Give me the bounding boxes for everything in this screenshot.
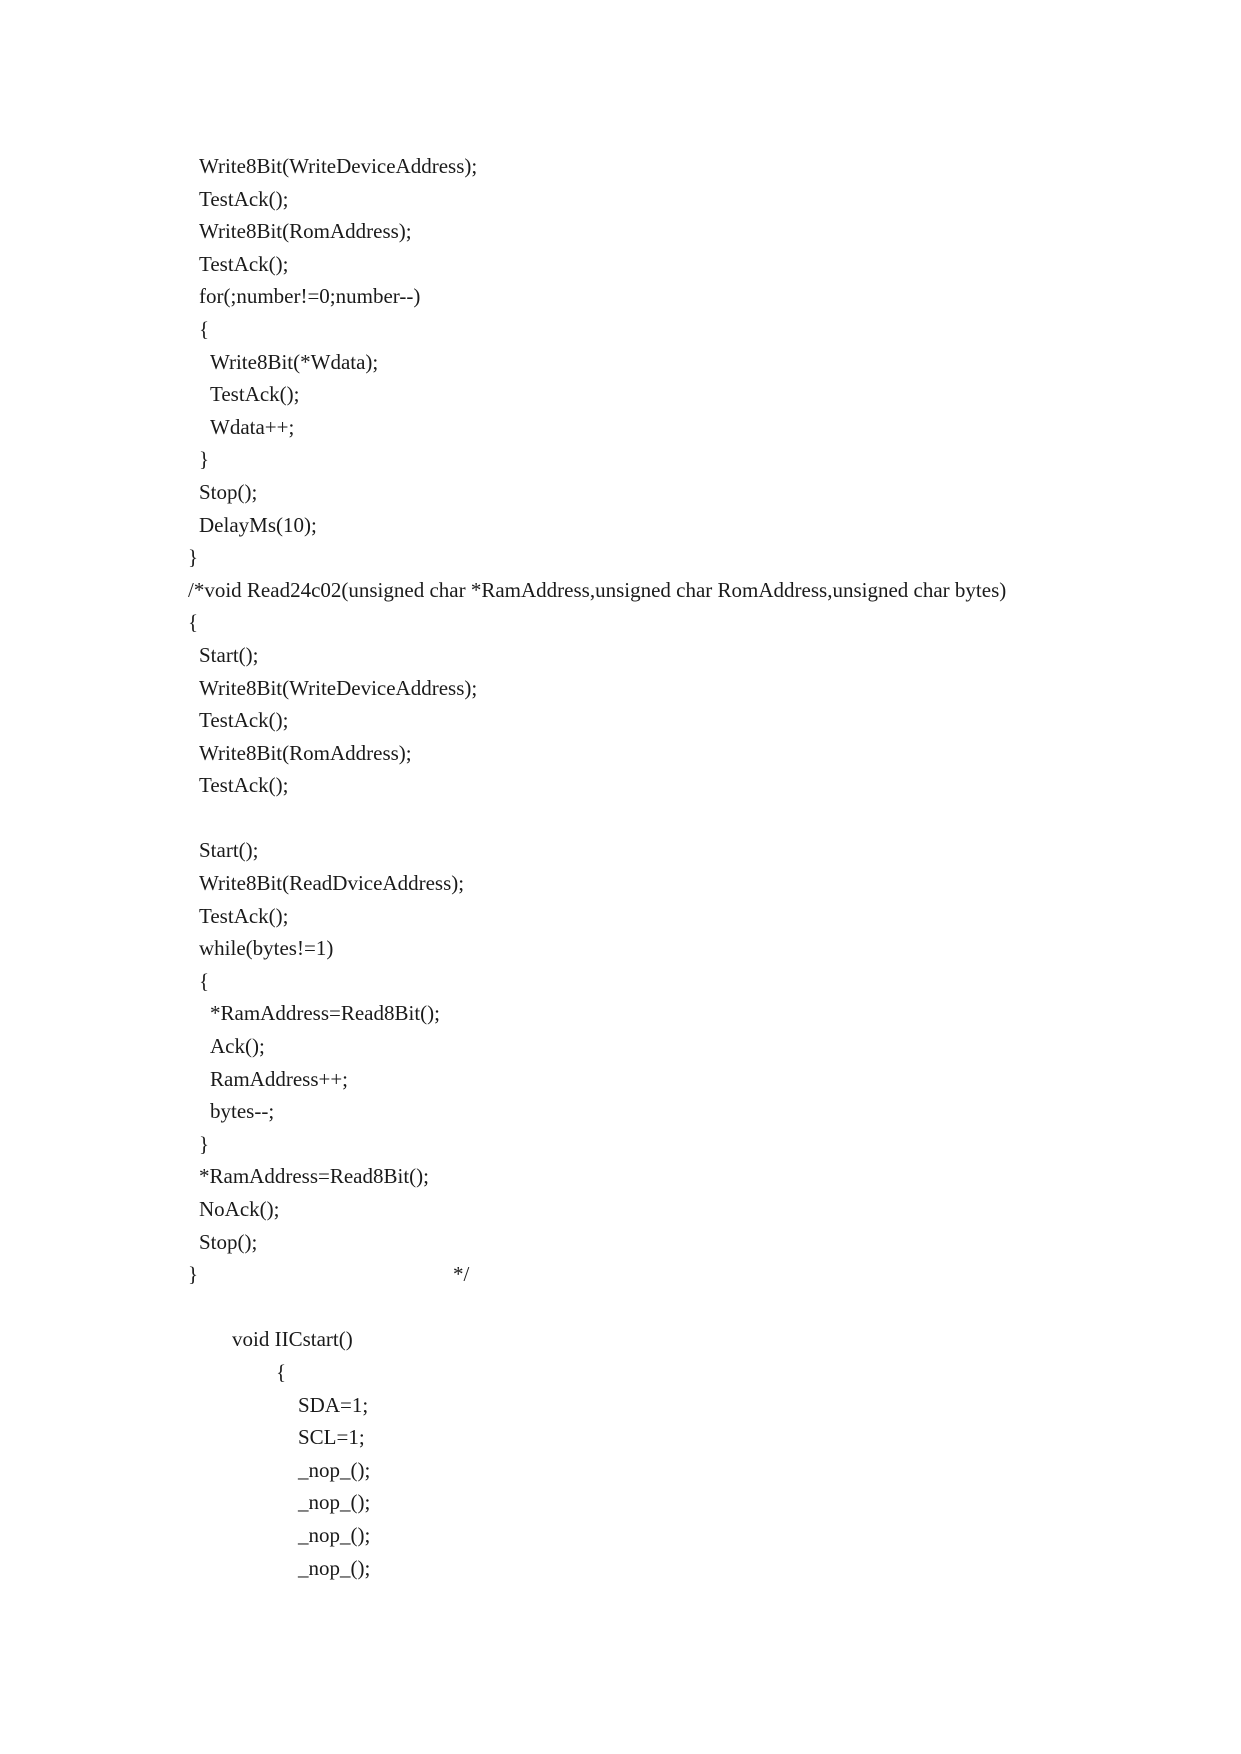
code-line	[0, 737, 1241, 770]
code-line-text: Write8Bit(WriteDeviceAddress);	[199, 154, 478, 178]
code-line	[0, 574, 1241, 607]
code-line-text: {	[199, 316, 210, 341]
code-line	[0, 1063, 1241, 1096]
code-line-text: Ack();	[210, 1034, 265, 1059]
code-line	[0, 802, 1241, 835]
code-line	[0, 1486, 1241, 1519]
code-line-text: _nop_();	[298, 1522, 371, 1547]
code-line	[0, 378, 1241, 411]
code-line-text: while(bytes!=1)	[199, 936, 334, 961]
code-line-text: TestAck();	[199, 186, 289, 211]
code-line	[0, 639, 1241, 672]
code-line-text: for(;number!=0;number--)	[199, 284, 421, 309]
code-line	[0, 834, 1241, 867]
code-line-text: Write8Bit(WriteDeviceAddress);	[199, 675, 478, 700]
code-line-text: Stop();	[199, 1229, 258, 1254]
code-line	[0, 1193, 1241, 1226]
code-line	[0, 1160, 1241, 1193]
code-line-text: }	[199, 447, 210, 472]
code-line	[0, 1421, 1241, 1454]
code-line	[0, 1128, 1241, 1161]
code-line-text: NoAck();	[199, 1197, 280, 1221]
code-line	[0, 1030, 1241, 1063]
code-line	[0, 1552, 1241, 1585]
code-line-text: Write8Bit(ReadDviceAddress);	[199, 871, 465, 896]
code-line-text: TestAck();	[199, 251, 289, 276]
code-line	[0, 1519, 1241, 1552]
code-line	[0, 1226, 1241, 1259]
code-line	[0, 900, 1241, 933]
code-line	[0, 411, 1241, 444]
code-line-text: Write8Bit(RomAddress);	[199, 740, 412, 765]
code-line	[0, 541, 1241, 574]
comment-close: */	[453, 1262, 470, 1287]
code-line	[0, 997, 1241, 1030]
code-line-text: TestAck();	[199, 708, 289, 733]
code-line-text: Start();	[199, 642, 259, 667]
code-line	[0, 215, 1241, 248]
code-line-text: DelayMs(10);	[199, 512, 317, 537]
code-line-text: Write8Bit(RomAddress);	[199, 219, 412, 244]
code-line	[0, 1323, 1241, 1356]
code-line-text: SDA=1;	[298, 1392, 369, 1417]
code-line-text: {	[276, 1359, 287, 1384]
code-line	[0, 1095, 1241, 1128]
code-line-text: *RamAddress=Read8Bit();	[199, 1164, 429, 1189]
code-listing	[0, 150, 1241, 1584]
code-line	[0, 248, 1241, 281]
code-line-text: /*void Read24c02(unsigned char *RamAddress,unsigned char RomAddress,unsigned char bytes)	[188, 577, 1007, 602]
code-line-text: Wdata++;	[210, 414, 295, 439]
code-line	[0, 346, 1241, 379]
code-line-text: RamAddress++;	[210, 1066, 349, 1091]
code-line-text: }	[188, 1262, 199, 1287]
code-line	[0, 867, 1241, 900]
code-line	[0, 1291, 1241, 1324]
code-line	[0, 509, 1241, 542]
code-line	[0, 704, 1241, 737]
code-line	[0, 280, 1241, 313]
code-line	[0, 476, 1241, 509]
code-line	[0, 1258, 1241, 1291]
code-line	[0, 769, 1241, 802]
code-line	[0, 932, 1241, 965]
code-line	[0, 1389, 1241, 1422]
code-line-text: void IICstart()	[232, 1327, 353, 1352]
code-line	[0, 183, 1241, 216]
code-line	[0, 672, 1241, 705]
code-line-text: bytes--;	[210, 1099, 275, 1124]
code-line-text: Write8Bit(*Wdata);	[210, 349, 379, 374]
code-line-text: TestAck();	[199, 773, 289, 798]
code-line-text: Stop();	[199, 479, 258, 504]
code-line-text: TestAck();	[210, 382, 300, 407]
code-line	[0, 965, 1241, 998]
code-line-text: SCL=1;	[298, 1425, 365, 1450]
code-line-text: _nop_();	[298, 1457, 371, 1482]
code-line	[0, 1454, 1241, 1487]
code-line	[0, 313, 1241, 346]
code-line-text: }	[188, 545, 199, 570]
code-line	[0, 443, 1241, 476]
code-line-text: }	[199, 1131, 210, 1156]
code-line	[0, 606, 1241, 639]
code-line	[0, 1356, 1241, 1389]
code-line-text: {	[199, 968, 210, 993]
code-line-text: _nop_();	[298, 1490, 371, 1515]
code-line-text: {	[188, 610, 199, 635]
code-line	[0, 150, 1241, 183]
code-line-text: *RamAddress=Read8Bit();	[210, 1001, 440, 1026]
code-line-text: _nop_();	[298, 1555, 371, 1580]
code-line-text: Start();	[199, 838, 259, 863]
code-line-text: TestAck();	[199, 903, 289, 928]
